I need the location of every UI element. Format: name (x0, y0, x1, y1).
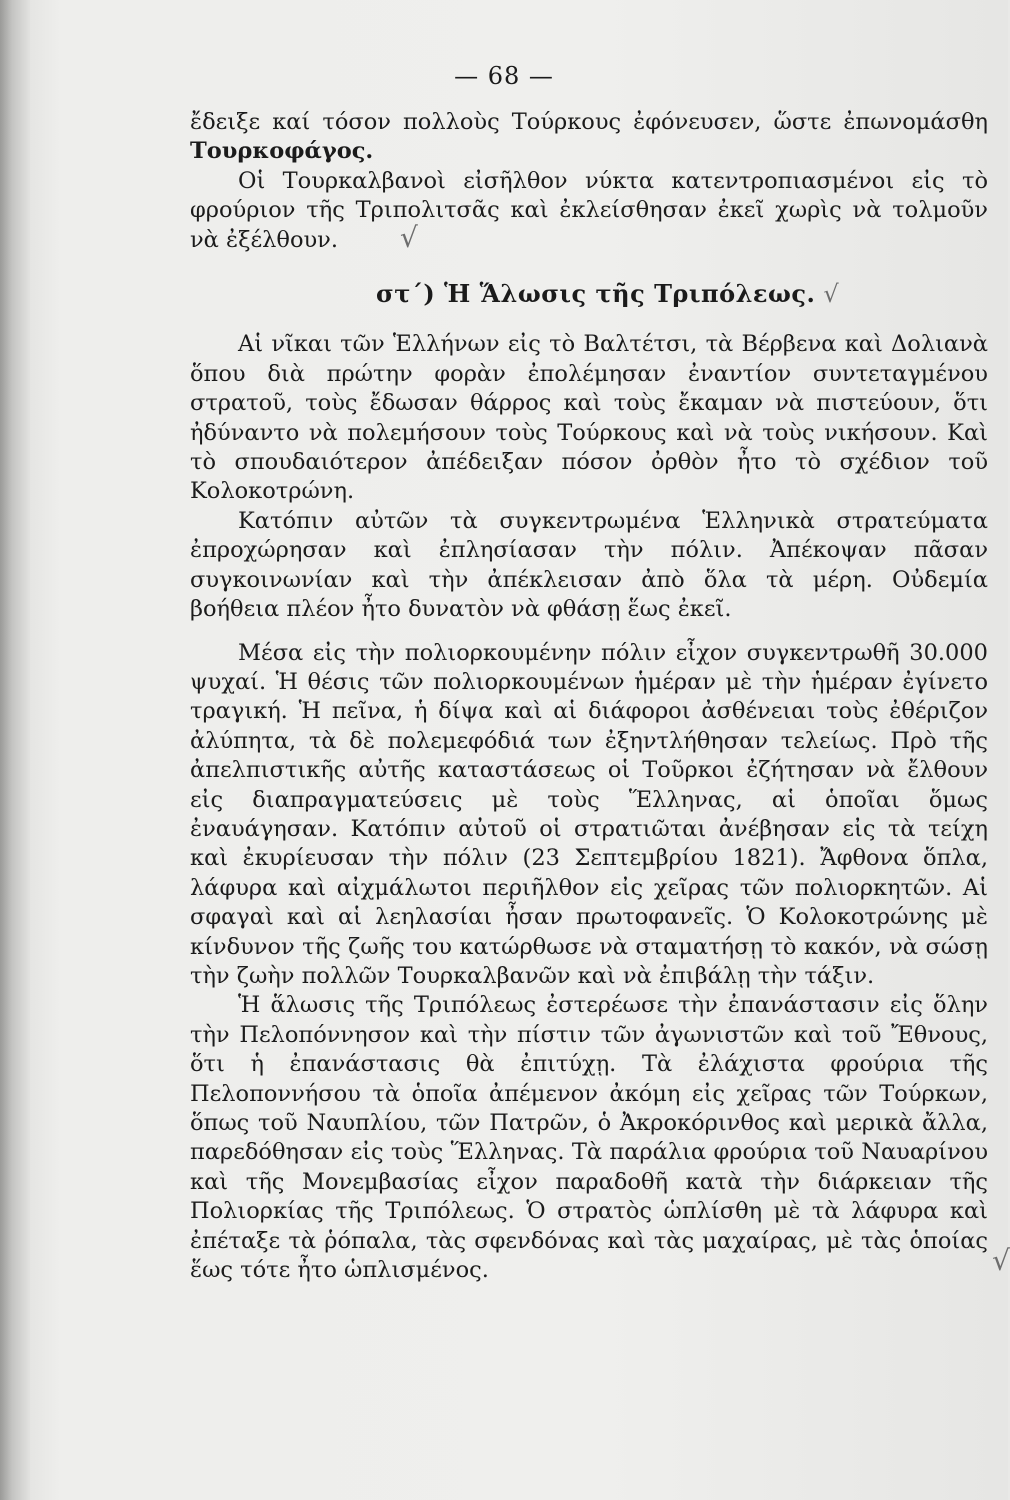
check-mark-icon: √ (992, 1244, 1010, 1278)
section-heading-text: στ΄) Ἡ Ἅλωσις τῆς Τριπόλεως. (376, 279, 816, 309)
paragraph-text: Ἡ ἅλωσις τῆς Τριπόλεως ἐστερέωσε τὴν ἐπανάστασιν εἰς ὅλην τὴν Πελοπόννησον καὶ τὴν πίστιν τῶν ἀγωνιστῶν καὶ τοῦ Ἔθνους, ὅτι ἡ ἐπανάστασις θὰ ἐπιτύχῃ. Τὰ ἐλάχιστα φρούρια τῆς Πελοποννήσου τὰ ὁποῖα ἀπέμενον ἀκόμη εἰς χεῖρας τῶν Τούρκων, ὅπως τοῦ Ναυπλίου, τῶν Πατρῶν, ὁ Ἀκροκόρινθος καὶ μερικὰ ἄλλα, παρεδόθησαν εἰς τοὺς Ἕλληνας. Τὰ παράλια φρούρια τοῦ Ναυαρίνου καὶ τῆς Μονεμβασίας εἶχον παραδοθῆ κατὰ τὴν διάρκειαν τῆς Πολιορκίας τῆς Τριπόλεως. Ὁ στρατὸς ὡπλίσθη μὲ τὰ λάφυρα καὶ ἐπέταξε τὰ ῥόπαλα, τὰς σφενδόνας καὶ τὰς μαχαίρας, μὲ τὰς ὁποίας ἕως τότε ἦτο ὡπλισμένος. (190, 992, 988, 1284)
paragraph (190, 330, 988, 506)
paragraph-text: Αἱ νῖκαι τῶν Ἑλλήνων εἰς τὸ Βαλτέτσι, τὰ Βέρβενα καὶ Δολιανὰ ὅπου διὰ πρώτην φορὰν ἐπολέμησαν ἐναντίον συντεταγμένου στρατοῦ, τοὺς ἔδωσαν θάρρος καὶ τοὺς ἔκαμαν νὰ πιστεύουν, ὅτι ἠδύναντο νὰ πολεμήσουν τοὺς Τούρκους καὶ νὰ τοὺς νικήσουν. Καὶ τὸ σπουδαιότερον ἀπέδειξαν πόσον ὀρθὸν ἦτο τὸ σχέδιον τοῦ Κολοκοτρώνη. (190, 331, 988, 505)
paragraph (190, 639, 988, 992)
paragraph-text: Οἱ Τουρκαλβανοὶ εἰσῆλθον νύκτα κατεντροπιασμένοι εἰς τὸ φρούριον τῆς Τριπολιτσᾶς καὶ ἐκλείσθησαν ἐκεῖ χωρὶς νὰ τολμοῦν νὰ ἐξέλθουν. (190, 167, 988, 253)
paragraph-text: Μέσα εἰς τὴν πολιορκουμένην πόλιν εἶχον συγκεντρωθῆ 30.000 ψυχαί. Ἡ θέσις τῶν πολιορκουμένων ἡμέραν μὲ τὴν ἡμέραν ἐγίνετο τραγική. Ἡ πεῖνα, ἡ δίψα καὶ αἱ διάφοροι ἀσθένειαι τοὺς ἐθέριζον ἀλύπητα, τὰ δὲ πολεμεφόδιά των ἐξηντλήθησαν τελείως. Πρὸ τῆς ἀπελπιστικῆς αὐτῆς καταστάσεως οἱ Τοῦρκοι ἐζήτησαν νὰ ἔλθουν εἰς διαπραγματεύσεις μὲ τοὺς Ἕλληνας, αἱ ὁποῖαι ὅμως ἐναυάγησαν. Κατόπιν αὐτοῦ οἱ στρατιῶται ἀνέβησαν εἰς τὰ τείχη καὶ ἐκυρίευσαν τὴν πόλιν (23 Σεπτεμβρίου 1821). Ἄφθονα ὅπλα, λάφυρα καὶ αἰχμάλωτοι περιῆλθον εἰς χεῖρας τῶν πολιορκητῶν. Αἱ σφαγαὶ καὶ αἱ λεηλασίαι ἦσαν πρωτοφανεῖς. Ὁ Κολοκοτρώνης μὲ κίνδυνον τῆς ζωῆς του κατώρθωσε νὰ σταματήσῃ τὸ κακόν, νὰ σώσῃ τὴν ζωὴν πολλῶν Τουρκαλβανῶν καὶ νὰ ἐπιβάλῃ τὴν τάξιν. (190, 639, 988, 989)
paragraph (190, 507, 988, 625)
bold-term: Τουρκοφάγος. (190, 138, 374, 165)
paragraph-text: Κατόπιν αὐτῶν τὰ συγκεντρωμένα Ἑλληνικὰ στρατεύματα ἐπροχώρησαν καὶ ἐπλησίασαν τὴν πόλιν. Ἀπέκοψαν πᾶσαν συγκοινωνίαν καὶ τὴν ἀπέκλεισαν ἀπὸ ὅλα τὰ μέρη. Οὐδεμία βοήθεια πλέον ἦτο δυνατὸν νὰ φθάσῃ ἕως ἐκεῖ. (190, 507, 988, 623)
section-heading (190, 279, 988, 308)
page-number: — 68 — (454, 62, 554, 90)
body-text (190, 108, 1010, 1285)
paragraph (190, 108, 988, 167)
paragraph-text: ἔδειξε καί τόσον πολλοὺς Τούρκους ἐφόνευσεν, ὥστε ἐπωνομάσθη (190, 109, 988, 135)
book-spine-shadow (0, 0, 30, 1500)
check-mark-icon: √ (823, 280, 840, 309)
check-mark-icon: √ (400, 220, 418, 254)
paragraph (190, 991, 1010, 1285)
paragraph (190, 167, 988, 255)
